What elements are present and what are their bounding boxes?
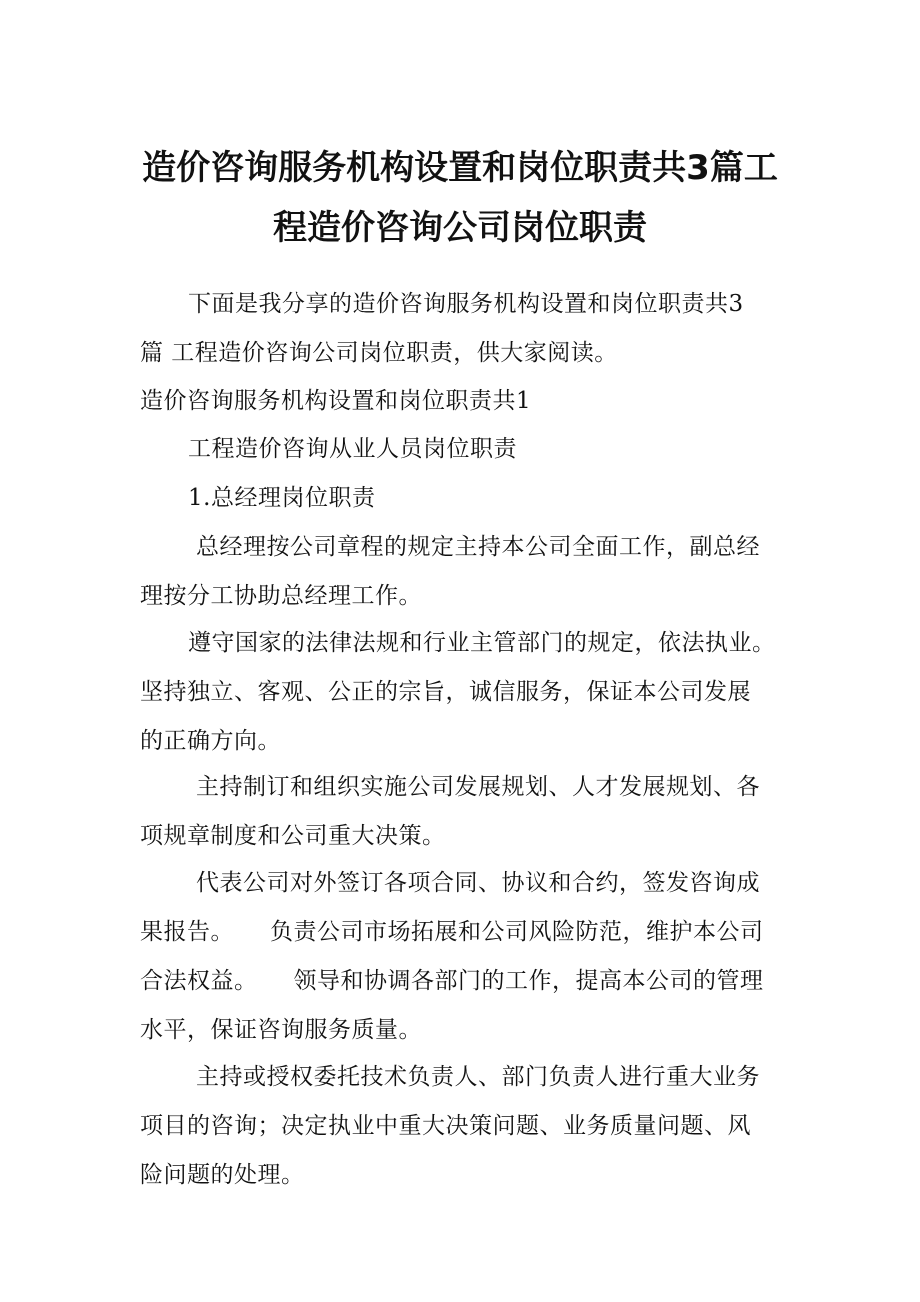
paragraph-2 bbox=[140, 619, 785, 766]
p4-line-2 bbox=[140, 908, 785, 957]
p3-line-1: 主持制订和组织实施公司发展规划、人才发展规划、各 bbox=[196, 774, 760, 800]
intro-line-2: 篇 工程造价咨询公司岗位职责，供大家阅读。 bbox=[140, 340, 618, 366]
sub-heading-text: 工程造价咨询从业人员岗位职责 bbox=[188, 436, 517, 462]
p1-line-1: 总经理按公司章程的规定主持本公司全面工作，副总经 bbox=[196, 534, 760, 560]
paragraph-4 bbox=[140, 859, 785, 1055]
p4-line-2-part-a: 果报告。 bbox=[140, 919, 234, 945]
p4-line-3-part-b: 领导和协调各部门的工作，提高本公司的管理 bbox=[293, 968, 764, 994]
item-heading-text: 1.总经理岗位职责 bbox=[188, 485, 376, 511]
section-heading-text: 造价咨询服务机构设置和岗位职责共1 bbox=[140, 388, 532, 414]
section-heading bbox=[140, 377, 785, 426]
p4-line-3 bbox=[140, 957, 785, 1006]
p4-line-2-part-b: 负责公司市场拓展和公司风险防范，维护本公司 bbox=[270, 919, 764, 945]
p4-line-3-part-a: 合法权益。 bbox=[140, 968, 258, 994]
p3-line-2: 项规章制度和公司重大决策。 bbox=[140, 823, 446, 849]
item-heading bbox=[140, 474, 785, 523]
p4-line-4: 水平，保证咨询服务质量。 bbox=[140, 1017, 422, 1043]
paragraph-5 bbox=[140, 1053, 785, 1200]
paragraph-3 bbox=[140, 763, 785, 861]
p5-line-1: 主持或授权委托技术负责人、部门负责人进行重大业务 bbox=[196, 1064, 760, 1090]
paragraph-1 bbox=[140, 523, 785, 621]
p5-line-3: 险问题的处理。 bbox=[140, 1162, 305, 1188]
p5-line-2: 项目的咨询；决定执业中重大决策问题、业务质量问题、风 bbox=[140, 1113, 751, 1139]
document-title-line-1: 造价咨询服务机构设置和岗位职责共3篇工 bbox=[142, 148, 778, 188]
document-title-line-2: 程造价咨询公司岗位职责 bbox=[273, 208, 647, 248]
p1-line-2: 理按分工协助总经理工作。 bbox=[140, 583, 422, 609]
p4-line-1: 代表公司对外签订各项合同、协议和合约，签发咨询成 bbox=[196, 870, 760, 896]
intro-line-1: 下面是我分享的造价咨询服务机构设置和岗位职责共3 bbox=[188, 291, 744, 317]
intro-paragraph bbox=[140, 280, 785, 378]
p2-line-2: 坚持独立、客观、公正的宗旨，诚信服务，保证本公司发展 bbox=[140, 679, 751, 705]
p2-line-3: 的正确方向。 bbox=[140, 728, 281, 754]
sub-heading bbox=[140, 425, 785, 474]
p2-line-1: 遵守国家的法律法规和行业主管部门的规定，依法执业。 bbox=[188, 630, 776, 656]
